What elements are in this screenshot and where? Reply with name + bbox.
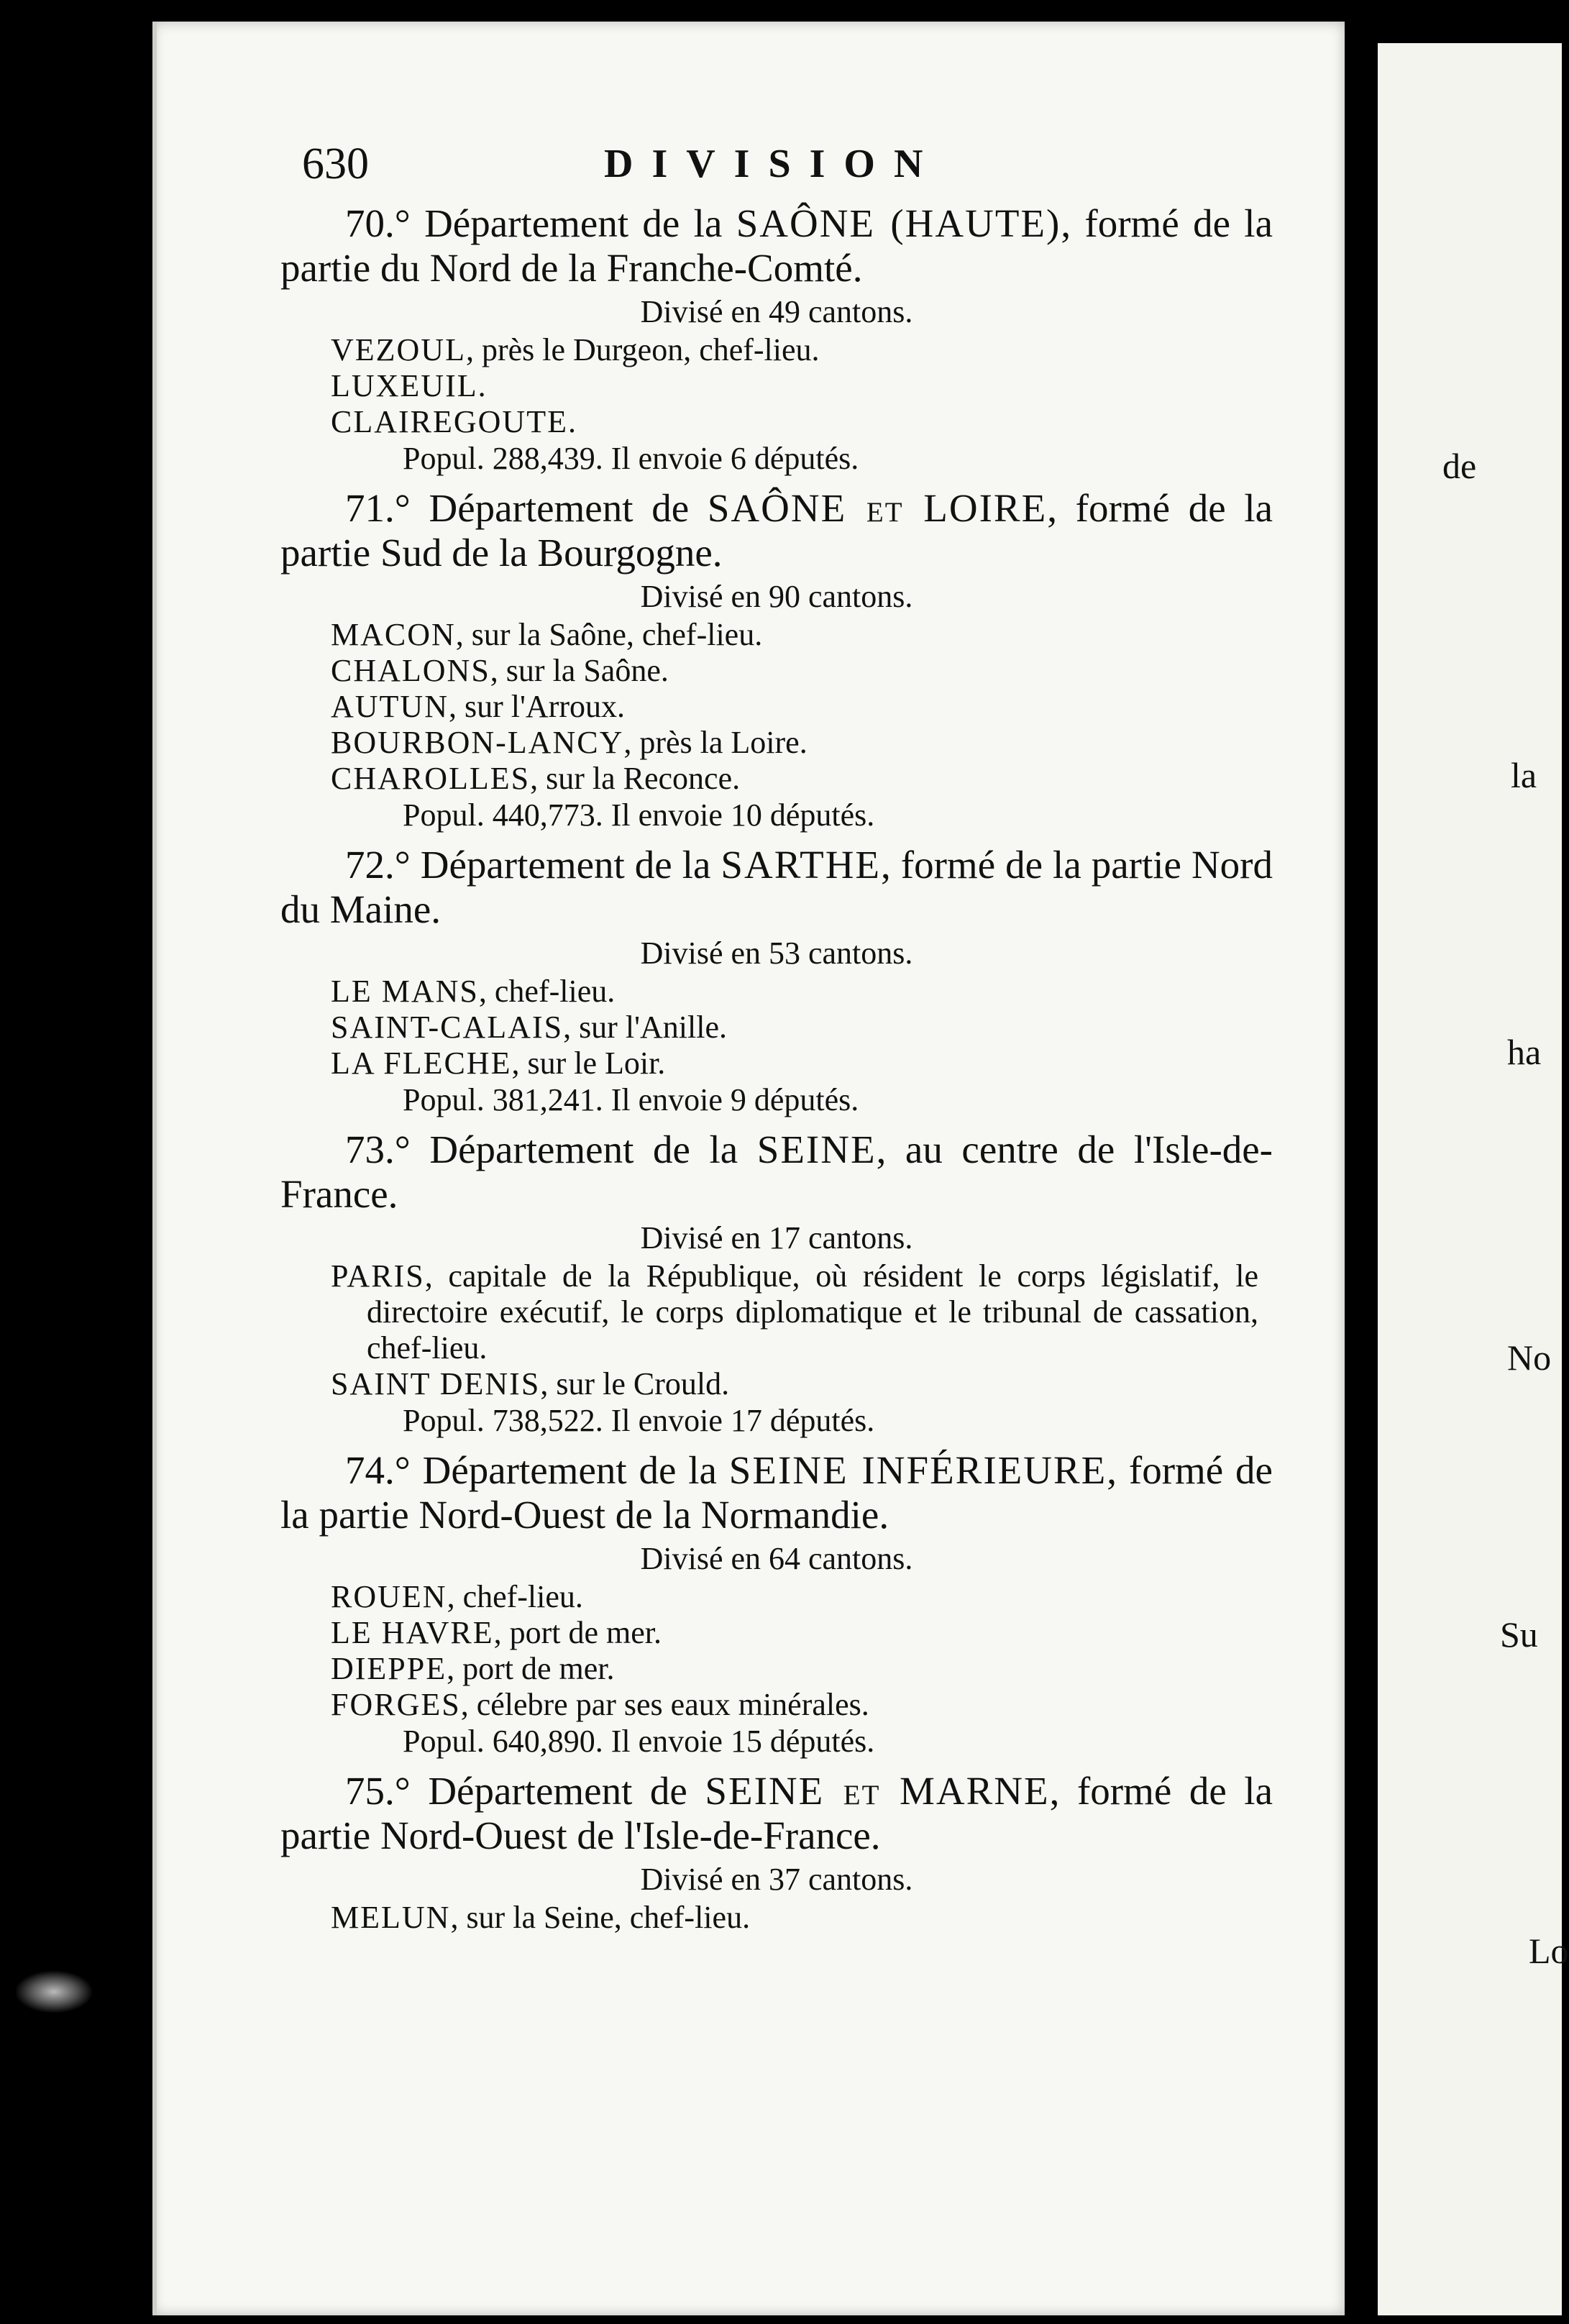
- department-description: , formé de la partie Nord-Ouest de la Normandie.: [280, 1448, 1273, 1537]
- department-number: 75.°: [345, 1769, 411, 1813]
- place-name: MELUN: [331, 1900, 451, 1935]
- department-heading-text: Département de: [429, 486, 708, 530]
- place-entry: [331, 1366, 1273, 1402]
- place-entry: [331, 404, 1273, 440]
- cantons-count: Divisé en 49 cantons.: [640, 294, 913, 329]
- place-description: , sur la Saône.: [490, 653, 669, 688]
- place-name: SAINT-CALAIS: [331, 1010, 564, 1045]
- place-name: CHAROLLES: [331, 761, 531, 796]
- facing-fragment: ha: [1507, 1032, 1542, 1072]
- cantons-count: Divisé en 37 cantons.: [640, 1862, 913, 1897]
- facing-fragment: Su: [1500, 1614, 1538, 1655]
- department-heading: [280, 1127, 1273, 1217]
- place-name: MACON: [331, 617, 456, 652]
- place-description: , célebre par ses eaux minérales.: [460, 1687, 869, 1722]
- place-description: , près la Loire.: [623, 725, 808, 760]
- place-name: DIEPPE: [331, 1651, 447, 1686]
- place-description: , chef-lieu.: [478, 974, 616, 1009]
- place-entry: [331, 761, 1273, 797]
- place-entry: [331, 1010, 1273, 1046]
- facing-fragment: Lo: [1529, 1931, 1569, 1971]
- place-name: CLAIREGOUTE: [331, 404, 568, 439]
- department-description: , formé de la partie Sud de la Bourgogne.: [280, 486, 1273, 575]
- department-name: SAÔNE (HAUTE): [736, 201, 1061, 245]
- place-name: LE MANS: [331, 974, 479, 1009]
- book-gutter: [1345, 43, 1378, 2315]
- place-description: , sur l'Arroux.: [448, 689, 625, 724]
- place-entry: [331, 1615, 1273, 1651]
- place-name: PARIS: [331, 1258, 425, 1294]
- place-name: BOURBON-LANCY: [331, 725, 624, 760]
- place-entry: [331, 1900, 1273, 1936]
- department-heading-text: Département de la: [429, 1127, 757, 1171]
- facing-fragment: de: [1442, 446, 1477, 486]
- place-description: .: [477, 368, 486, 403]
- place-entry: [331, 1651, 1273, 1687]
- department-heading: [280, 1769, 1273, 1858]
- facing-fragment: la: [1511, 755, 1537, 795]
- department-name: SEINE: [756, 1127, 877, 1171]
- population-line: Popul. 381,241. Il envoie 9 députés.: [403, 1082, 859, 1117]
- place-name: LA FLECHE: [331, 1046, 512, 1081]
- page-number: 630: [302, 139, 369, 188]
- department-description: , formé de la partie Nord du Maine.: [280, 843, 1273, 931]
- place-entry: [331, 653, 1273, 689]
- department-number: 73.°: [345, 1127, 411, 1171]
- department-name: SEINE INFÉRIEURE: [728, 1448, 1107, 1492]
- place-entry: [331, 1046, 1273, 1081]
- cantons-count: Divisé en 64 cantons.: [640, 1541, 913, 1576]
- paper-stain: [14, 1970, 93, 2013]
- place-name: ROUEN: [331, 1579, 447, 1614]
- department-description: , formé de la partie du Nord de la Franche-Comté.: [280, 201, 1273, 290]
- place-name: LE HAVRE: [331, 1615, 494, 1650]
- place-description: , capitale de la République, où résident le corps législatif, le directoire exécutif, le corps diplomatique et le tribunal de cassation, chef-lieu.: [367, 1258, 1258, 1365]
- population-line: Popul. 640,890. Il envoie 15 députés.: [403, 1724, 875, 1759]
- place-description: , sur la Reconce.: [530, 761, 741, 796]
- place-name: VEZOUL: [331, 332, 466, 367]
- place-description: , port de mer.: [447, 1651, 615, 1686]
- place-description: .: [567, 404, 576, 439]
- department-name: SAÔNE et LOIRE: [707, 486, 1048, 530]
- department-heading: [280, 486, 1273, 575]
- cantons-count: Divisé en 17 cantons.: [640, 1220, 913, 1255]
- place-description: , près le Durgeon, chef-lieu.: [465, 332, 820, 367]
- department-heading: [280, 201, 1273, 290]
- department-heading: [280, 1448, 1273, 1537]
- cantons-count: Divisé en 53 cantons.: [640, 935, 913, 971]
- department-description: , au centre de l'Isle-de-France.: [280, 1127, 1273, 1216]
- place-name: SAINT DENIS: [331, 1366, 541, 1401]
- page-content: [280, 193, 1273, 1936]
- place-entry: [331, 689, 1273, 725]
- department-heading-text: Département de la: [420, 843, 721, 887]
- place-entry: [331, 1579, 1273, 1615]
- place-description: , sur l'Anille.: [563, 1010, 727, 1045]
- place-description: , sur la Seine, chef-lieu.: [450, 1900, 751, 1935]
- place-entry: [331, 1687, 1273, 1723]
- population-line: Popul. 288,439. Il envoie 6 députés.: [403, 441, 859, 476]
- department-heading: [280, 843, 1273, 932]
- place-description: , sur le Crould.: [540, 1366, 730, 1401]
- cantons-count: Divisé en 90 cantons.: [640, 579, 913, 614]
- running-title: DIVISION: [604, 142, 942, 186]
- place-entry: [331, 1258, 1258, 1366]
- facing-page: [1378, 43, 1569, 2315]
- place-name: FORGES: [331, 1687, 461, 1722]
- department-description: , formé de la partie Nord-Ouest de l'Isle-de-France.: [280, 1769, 1273, 1857]
- department-heading-text: Département de la: [422, 1448, 729, 1492]
- place-description: , sur le Loir.: [511, 1046, 666, 1081]
- facing-fragment: No: [1507, 1337, 1552, 1378]
- department-number: 72.°: [345, 843, 411, 887]
- population-line: Popul. 440,773. Il envoie 10 députés.: [403, 797, 875, 833]
- department-name: SEINE et MARNE: [705, 1769, 1050, 1813]
- place-name: LUXEUIL: [331, 368, 478, 403]
- department-number: 70.°: [345, 201, 411, 245]
- department-heading-text: Département de: [428, 1769, 705, 1813]
- place-description: , port de mer.: [493, 1615, 662, 1650]
- department-number: 74.°: [345, 1448, 411, 1492]
- department-heading-text: Département de la: [424, 201, 736, 245]
- place-name: CHALONS: [331, 653, 490, 688]
- place-entry: [331, 332, 1273, 368]
- population-line: Popul. 738,522. Il envoie 17 députés.: [403, 1403, 875, 1438]
- running-head: [302, 135, 1237, 200]
- department-name: SARTHE: [721, 843, 882, 887]
- place-description: , sur la Saône, chef-lieu.: [455, 617, 763, 652]
- place-entry: [331, 725, 1273, 761]
- place-entry: [331, 617, 1273, 653]
- place-entry: [331, 368, 1273, 404]
- place-name: AUTUN: [331, 689, 449, 724]
- place-entry: [331, 974, 1273, 1010]
- page-edge: [152, 22, 157, 2315]
- place-description: , chef-lieu.: [447, 1579, 583, 1614]
- department-number: 71.°: [345, 486, 411, 530]
